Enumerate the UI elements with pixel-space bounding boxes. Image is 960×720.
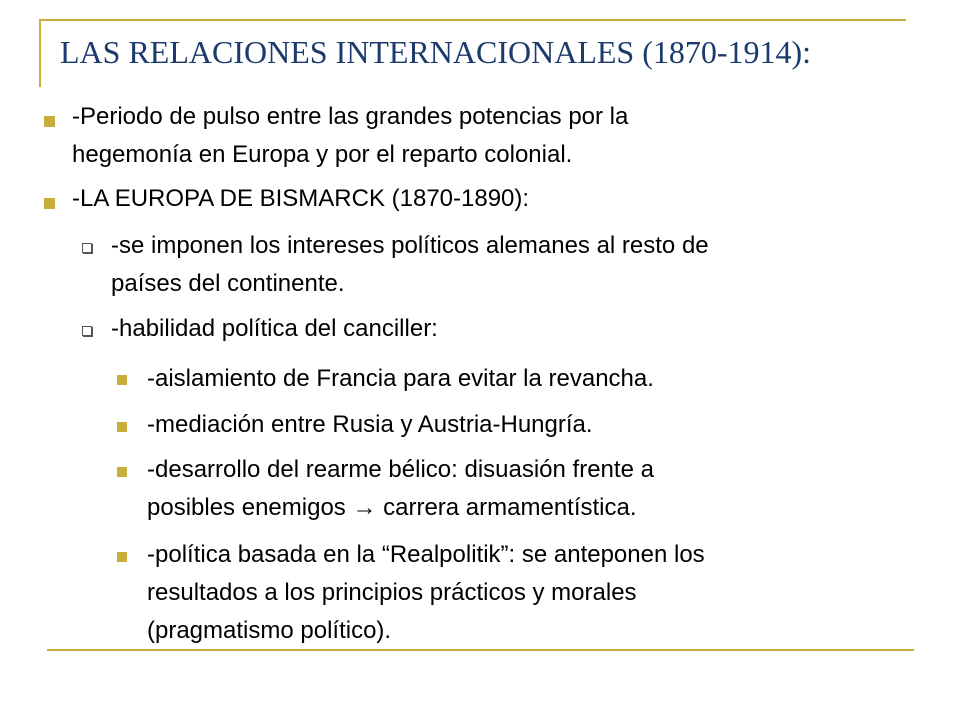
- square-bullet-icon: [44, 198, 55, 209]
- bullet-line: (pragmatismo político).: [147, 617, 392, 644]
- bottom-rule: [47, 649, 914, 651]
- bullet-line: -aislamiento de Francia para evitar la revancha.: [147, 365, 654, 392]
- square-bullet-icon: [117, 422, 127, 432]
- bullet-line: -política basada en la “Realpolitik”: se anteponen los: [147, 541, 705, 568]
- square-bullet-icon: [117, 375, 127, 385]
- square-bullet-icon: [117, 467, 127, 477]
- square-bullet-icon: [117, 552, 127, 562]
- hollow-square-bullet-icon: [82, 326, 92, 336]
- hollow-square-bullet-icon: [82, 243, 92, 253]
- bullet-line: resultados a los principios prácticos y morales: [147, 579, 637, 606]
- bullet-line: -desarrollo del rearme bélico: disuasión frente a: [147, 456, 654, 483]
- bullet-line: hegemonía en Europa y por el reparto colonial.: [72, 141, 573, 168]
- square-bullet-icon: [44, 116, 55, 127]
- bullet-line: -LA EUROPA DE BISMARCK (1870-1890):: [72, 185, 530, 212]
- slide-title: LAS RELACIONES INTERNACIONALES (1870-1914):: [60, 34, 812, 70]
- bullet-line: -Periodo de pulso entre las grandes potencias por la: [72, 103, 629, 130]
- bullet-line: países del continente.: [111, 270, 345, 297]
- bullet-line: posibles enemigos → carrera armamentística.: [147, 494, 637, 521]
- bullet-line: -habilidad política del canciller:: [111, 315, 438, 342]
- bullet-line: -mediación entre Rusia y Austria-Hungría.: [147, 411, 593, 438]
- bullet-line: -se imponen los intereses políticos alemanes al resto de: [111, 232, 709, 259]
